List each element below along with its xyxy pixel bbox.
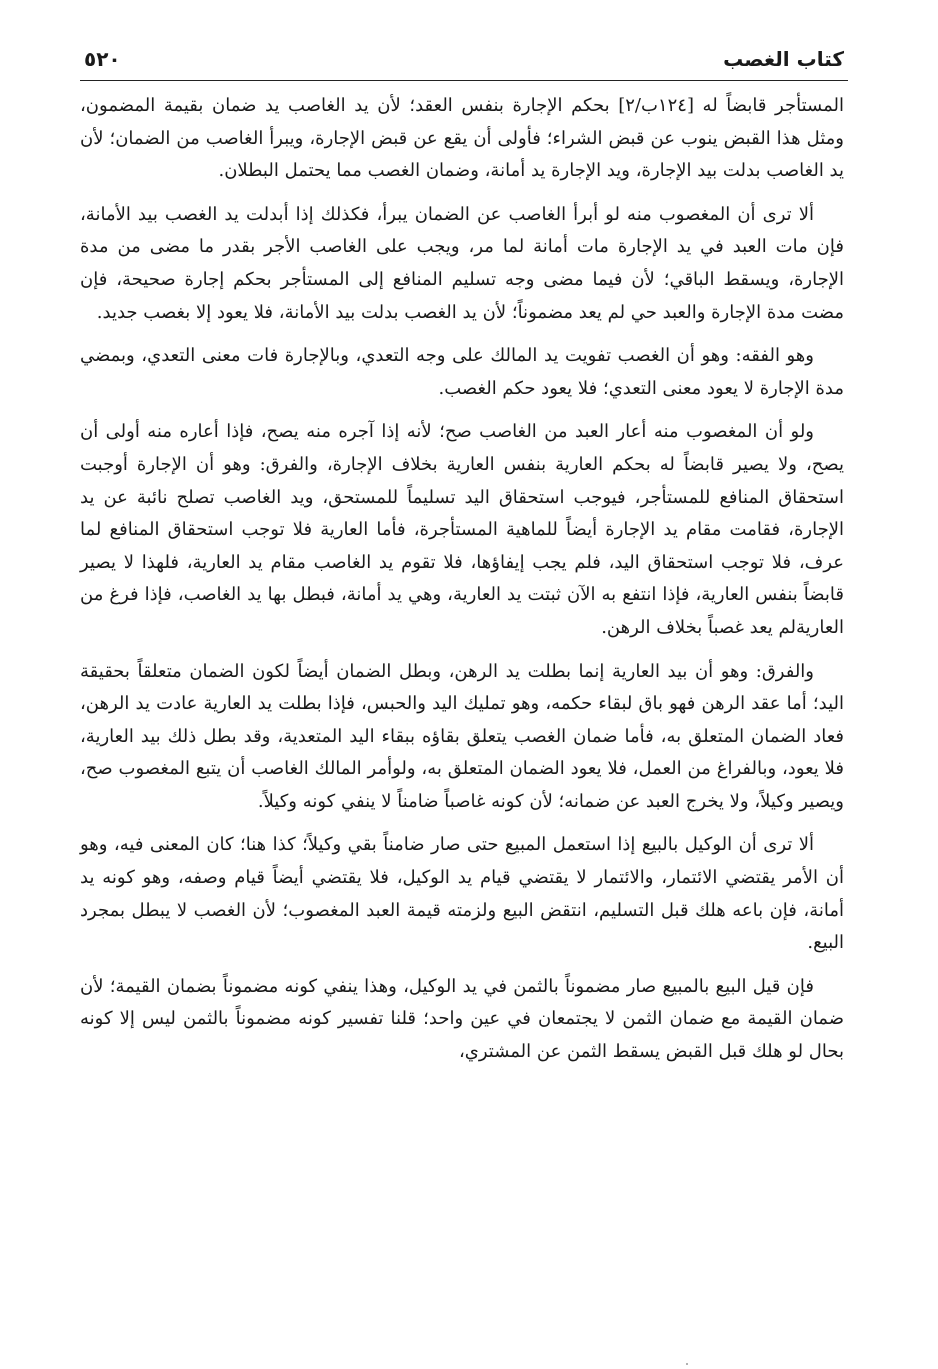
page-number: ٥٢٠ [84, 47, 121, 71]
running-title: كتاب الغصب [723, 47, 844, 71]
paragraph: ألا ترى أن المغصوب منه لو أبرأ الغاصب عن الضمان يبرأ، فكذلك إذا أبدلت يد الغصب بيد الأمانة، فإن مات العبد في يد الإجارة مات أمانة لما مر، ويجب على الغاصب الأجر بقدر ما مضى من مدة الإجارة، ويسقط الباقي؛ لأن فيما مضى وجه تسليم المنافع إلى المستأجر بحكم إجارة صحيحة، فإن مضت مدة الإجارة والعبد حي لم يعد مضموناً؛ لأن يد الغصب بدلت بيد الأمانة، فلا يعود إلا بغصب جديد. [80, 203, 844, 323]
page-header [84, 42, 844, 76]
paragraph: ألا ترى أن الوكيل بالبيع إذا استعمل المبيع حتى صار ضامناً بقي وكيلاً؛ كذا هنا؛ كان المعنى فيه، وهو أن الأمر يقتضي الائتمار، والائتمار لا يقتضي قيام يد الوكيل، فلا يقتضي أيضاً قيام وصفه، وهو كونه يد أمانة، فإن باعه هلك قبل التسليم، انتقض البيع ولزمته قيمة العبد المغصوب؛ لأن الغصب لا يبطل بمجرد البيع. [80, 834, 844, 954]
paragraph: والفرق: وهو أن بيد العارية إنما بطلت يد الرهن، وبطل الضمان أيضاً لكون الضمان متعلقاً بحقيقة اليد؛ أما عقد الرهن فهو باق لبقاء حكمه، وهو تمليك اليد والحبس، فإذا بطلت يد العارية عادت يد الرهن، فعاد الضمان المتعلق به، فأما ضمان الغصب يتعلق بقاؤه ببقاء اليد المتعدية، وقد بطل ذلك بيد العارية، فلا يعود، وبالفراغ من العمل، فلا يعود الضمان المتعلق به، ولوأمر المالك الغاصب أن يتبع المغصوب صح، ويصير وكيلاً، ولا يخرج العبد عن ضمانه؛ لأن كونه غاصباً ضامناً لا ينفي كونه وكيلاً. [80, 660, 844, 812]
paragraph: المستأجر قابضاً له [١٢٤ب/٢] بحكم الإجارة بنفس العقد؛ لأن يد الغاصب يد ضمان بقيمة المضمون، ومثل هذا القبض ينوب عن قبض الشراء؛ فأولى أن يقع عن قبض الإجارة، ويبرأ الغاصب من الضمان؛ لأن يد الغاصب بدلت بيد الإجارة، ويد الإجارة يد أمانة، وضمان الغصب مما يحتمل البطلان. [80, 95, 845, 182]
page-body [80, 90, 844, 1080]
scan-speck [686, 1363, 688, 1365]
paragraph: وهو الفقه: وهو أن الغصب تفويت يد المالك على وجه التعدي، وبالإجارة فات معنى التعدي، وبمضي مدة الإجارة لا يعود معنى التعدي؛ فلا يعود حكم الغصب. [80, 345, 844, 399]
paragraph: فإن قيل البيع بالمبيع صار مضموناً بالثمن في يد الوكيل، وهذا ينفي كونه مضموناً بضمان القيمة؛ لأن ضمان القيمة مع ضمان الثمن لا يجتمعان في عين واحد؛ قلنا تفسير كونه مضموناً بالثمن ليس إلا كونه بحال لو هلك قبل القبض يسقط الثمن عن المشتري، [80, 975, 844, 1063]
paragraph: ولو أن المغصوب منه أعار العبد من الغاصب صح؛ لأنه إذا آجره منه يصح، فإذا أعاره منه أولى أن يصح، ولا يصير قابضاً له بحكم العارية بنفس العارية بخلاف الإجارة، والفرق: وهو أن الإجارة أوجبت استحقاق المنافع للمستأجر، فيوجب استحقاق اليد تسليماً للمستحق، ويد الغاصب تصلح نائبة عن يد الإجارة، فقامت مقام يد الإجارة أيضاً للماهية المستأجرة، فأما العارية فلا توجب استحقاق المنافع لما عرف، فلا توجب استحقاق اليد، فلم يجب إيفاؤها، فلا تقوم يد الغاصب مقام يد العارية، فلهذا لا يصير قابضاً بنفس العارية، فإذا انتفع به الآن ثبتت يد العارية، وهي يد أمانة، فبطل بها يد الغاصب، فإذا فرغ من العاريةلم يعد غصباً بخلاف الرهن. [80, 421, 844, 638]
header-divider [80, 80, 848, 81]
